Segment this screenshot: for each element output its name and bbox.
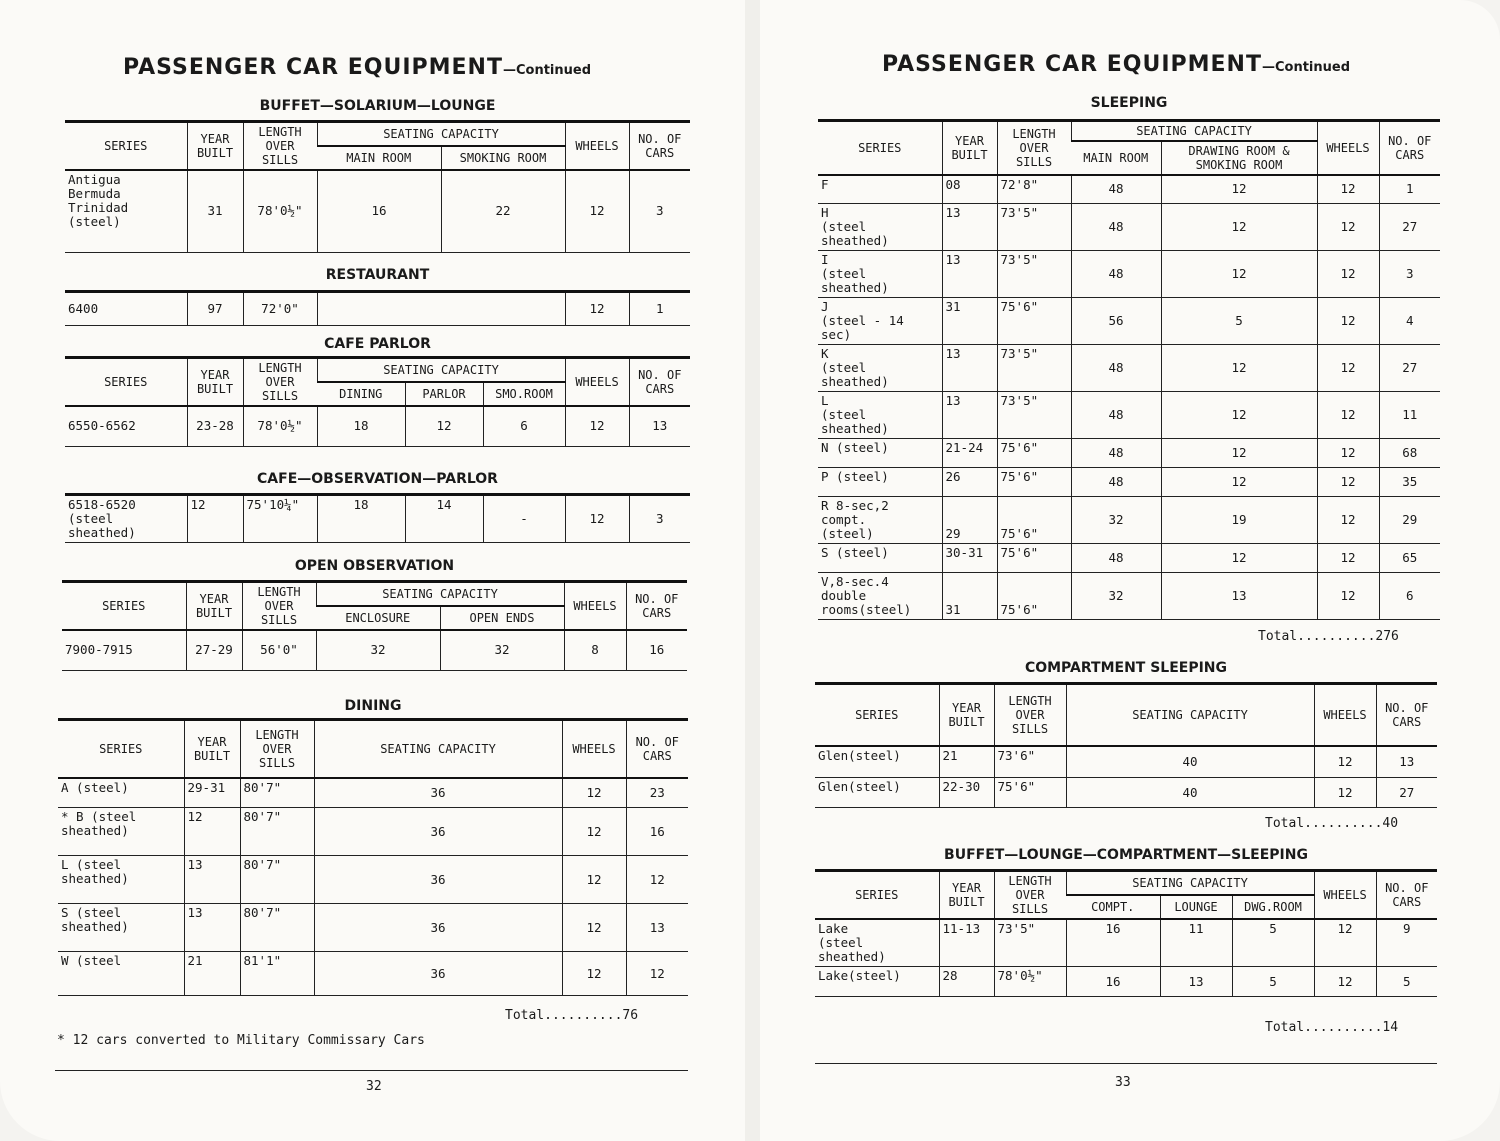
cell-main-room: 48 [1071, 467, 1161, 496]
table-open-observation [62, 580, 687, 671]
cell-year: 31 [942, 572, 997, 619]
cell-wheels: 12 [1317, 297, 1379, 344]
table-row [65, 292, 690, 326]
header-cars: NO. OF CARS [1376, 684, 1437, 746]
cell-cars: 13 [626, 904, 688, 952]
cell-cars: 4 [1379, 297, 1440, 344]
header-seating: SEATING CAPACITY [1066, 871, 1314, 896]
cell-length: 72'8" [997, 175, 1071, 203]
page-title-right [882, 52, 1350, 77]
cell-cars: 1 [1379, 175, 1440, 203]
cell-seating: 36 [314, 856, 562, 904]
table-row [815, 746, 1437, 778]
header-length: LENGTH OVER SILLS [242, 582, 316, 631]
cell-wheels: 12 [565, 495, 629, 543]
cell-cars: 3 [1379, 250, 1440, 297]
header-compt: COMPT. [1066, 895, 1160, 919]
title-text: PASSENGER CAR EQUIPMENT [882, 52, 1262, 77]
header-seating: SEATING CAPACITY [317, 122, 565, 147]
cell-series: R 8-sec,2 compt. (steel) [818, 496, 942, 543]
cell-series: * B (steel sheathed) [58, 808, 184, 856]
cell-cars: 13 [629, 406, 690, 446]
table-row [58, 904, 688, 952]
section-title-buffet-lounge: BUFFET—LOUNGE—COMPARTMENT—SLEEPING [944, 847, 1308, 863]
cell-dining: 18 [317, 406, 405, 446]
section-title-dining: DINING [344, 698, 402, 714]
cell-length: 73'5" [997, 250, 1071, 297]
right-page [760, 0, 1500, 1141]
cell-smo-room: - [483, 495, 565, 543]
table-row [65, 170, 690, 252]
cell-year: 23-28 [187, 406, 243, 446]
cell-series: V,8-sec.4 double rooms(steel) [818, 572, 942, 619]
cell-cars: 3 [629, 170, 690, 252]
header-wheels: WHEELS [562, 720, 626, 778]
cell-year: 97 [187, 292, 243, 326]
cell-wheels: 12 [1317, 496, 1379, 543]
header-parlor: PARLOR [405, 382, 483, 406]
cell-length: 75'6" [997, 543, 1071, 572]
header-length: LENGTH OVER SILLS [243, 122, 317, 171]
table-row [818, 344, 1440, 391]
cell-wheels: 12 [565, 170, 629, 252]
header-wheels: WHEELS [564, 582, 626, 631]
cell-drawing-room: 12 [1161, 250, 1317, 297]
cell-wheels: 12 [562, 808, 626, 856]
cell-cars: 11 [1379, 391, 1440, 438]
cell-length: 80'7" [240, 778, 314, 808]
cell-wheels: 12 [1317, 344, 1379, 391]
header-series: SERIES [58, 720, 184, 778]
title-continued: —Continued [1261, 60, 1351, 75]
header-seating: SEATING CAPACITY [314, 720, 562, 778]
cell-wheels: 12 [1314, 967, 1376, 997]
cell-year: 13 [942, 250, 997, 297]
cell-year: 27-29 [186, 630, 242, 670]
header-length: LENGTH OVER SILLS [994, 871, 1066, 920]
cell-series: 6518-6520 (steel sheathed) [65, 495, 187, 543]
cell-cars: 12 [626, 856, 688, 904]
table-buffet-solarium [65, 120, 690, 253]
header-series: SERIES [65, 122, 187, 171]
cell-series: S (steel sheathed) [58, 904, 184, 952]
header-year: YEAR BUILT [187, 358, 243, 407]
cell-wheels: 12 [1314, 778, 1376, 808]
table-dining [58, 718, 688, 996]
cell-wheels: 12 [565, 292, 629, 326]
cell-year: 26 [942, 467, 997, 496]
header-main-room: MAIN ROOM [1071, 141, 1161, 175]
cell-cars: 1 [629, 292, 690, 326]
cell-length: 78'0½" [243, 170, 317, 252]
header-cars: NO. OF CARS [626, 720, 688, 778]
cell-length: 75'6" [997, 297, 1071, 344]
cell-year: 13 [942, 391, 997, 438]
header-year: YEAR BUILT [942, 121, 997, 176]
header-dwg-room: DWG.ROOM [1232, 895, 1314, 919]
cell-cars: 9 [1376, 919, 1437, 967]
title-text: PASSENGER CAR EQUIPMENT [123, 55, 503, 80]
table-cafe-parlor [65, 356, 690, 447]
table-sleeping [818, 119, 1440, 620]
cell-main-room: 48 [1071, 438, 1161, 467]
cell-cars: 13 [1376, 746, 1437, 778]
cell-seating: 36 [314, 904, 562, 952]
header-cars: NO. OF CARS [629, 358, 690, 407]
page-number-right: 33 [1115, 1075, 1131, 1090]
cell-cars: 27 [1376, 778, 1437, 808]
cell-length: 75'6" [994, 778, 1066, 808]
header-main-room: MAIN ROOM [317, 146, 441, 170]
header-length: LENGTH OVER SILLS [243, 358, 317, 407]
cell-series: L (steel sheathed) [58, 856, 184, 904]
cell-series: H (steel sheathed) [818, 203, 942, 250]
cell-seating: 36 [314, 778, 562, 808]
cell-series: 6400 [65, 292, 187, 326]
cell-drawing-room: 12 [1161, 543, 1317, 572]
cell-length: 78'0½" [994, 967, 1066, 997]
cell-cars: 27 [1379, 344, 1440, 391]
header-smoking-room: SMOKING ROOM [441, 146, 565, 170]
header-wheels: WHEELS [1314, 871, 1376, 920]
cell-year: 29-31 [184, 778, 240, 808]
cell-wheels: 12 [1317, 391, 1379, 438]
table-row [818, 467, 1440, 496]
cell-wheels: 12 [1314, 746, 1376, 778]
table-row [818, 250, 1440, 297]
cell-length: 75'10¼" [243, 495, 317, 543]
cell-dwg-room: 5 [1232, 919, 1314, 967]
cell-length: 56'0" [242, 630, 316, 670]
cell-length: 73'5" [997, 203, 1071, 250]
cell-drawing-room: 12 [1161, 391, 1317, 438]
header-series: SERIES [62, 582, 186, 631]
cell-year: 12 [184, 808, 240, 856]
cell-cars: 65 [1379, 543, 1440, 572]
header-dining: DINING [317, 382, 405, 406]
cell-drawing-room: 12 [1161, 467, 1317, 496]
cell-cars: 23 [626, 778, 688, 808]
cell-smoking-room: 22 [441, 170, 565, 252]
header-series: SERIES [815, 684, 939, 746]
cell-wheels: 12 [1317, 543, 1379, 572]
header-year: YEAR BUILT [939, 871, 994, 920]
header-open-ends: OPEN ENDS [440, 606, 564, 630]
header-year: YEAR BUILT [939, 684, 994, 746]
section-title-open-observation: OPEN OBSERVATION [294, 558, 455, 574]
header-seating: SEATING CAPACITY [1071, 121, 1317, 142]
cell-year: 31 [942, 297, 997, 344]
cell-cars: 12 [626, 952, 688, 996]
table-row [62, 630, 687, 670]
section-title-buffet-solarium: BUFFET—SOLARIUM—LOUNGE [259, 98, 496, 114]
buffet-lounge-total: Total..........14 [1265, 1020, 1399, 1035]
cell-wheels: 12 [1317, 203, 1379, 250]
cell-series: Glen(steel) [815, 778, 939, 808]
cell-series: Lake(steel) [815, 967, 939, 997]
cell-drawing-room: 12 [1161, 438, 1317, 467]
cell-main-room: 32 [1071, 496, 1161, 543]
cell-year: 21-24 [942, 438, 997, 467]
book-spine [745, 0, 760, 1141]
cell-length: 75'6" [997, 438, 1071, 467]
header-series: SERIES [818, 121, 942, 176]
cell-series: F [818, 175, 942, 203]
header-cars: NO. OF CARS [1379, 121, 1440, 176]
cell-cars: 5 [1376, 967, 1437, 997]
bottom-rule [55, 1070, 688, 1071]
header-length: LENGTH OVER SILLS [994, 684, 1066, 746]
table-row [815, 919, 1437, 967]
sleeping-total: Total..........276 [1258, 629, 1399, 644]
cell-series: N (steel) [818, 438, 942, 467]
cell-cars: 29 [1379, 496, 1440, 543]
section-title-restaurant: RESTAURANT [325, 267, 430, 283]
page-number-left: 32 [366, 1079, 382, 1094]
cell-wheels: 12 [562, 778, 626, 808]
header-length: LENGTH OVER SILLS [997, 121, 1071, 176]
cell-seating: 40 [1066, 746, 1314, 778]
cell-length: 78'0½" [243, 406, 317, 446]
cell-series: I (steel sheathed) [818, 250, 942, 297]
cell-main-room: 32 [1071, 572, 1161, 619]
cell-main-room: 48 [1071, 250, 1161, 297]
cell-length: 80'7" [240, 808, 314, 856]
cell-seating: 36 [314, 952, 562, 996]
table-row [815, 967, 1437, 997]
table-row [818, 572, 1440, 619]
table-row [58, 778, 688, 808]
header-wheels: WHEELS [1314, 684, 1376, 746]
cell-series: S (steel) [818, 543, 942, 572]
cell-cars: 3 [629, 495, 690, 543]
cell-length: 73'5" [994, 919, 1066, 967]
cell-length: 80'7" [240, 904, 314, 952]
cell-length: 72'0" [243, 292, 317, 326]
cell-series: J (steel - 14 sec) [818, 297, 942, 344]
cell-length: 73'6" [994, 746, 1066, 778]
cell-year: 11-13 [939, 919, 994, 967]
page-title-left [123, 55, 591, 80]
cell-compt: 16 [1066, 967, 1160, 997]
cell-length: 75'6" [997, 467, 1071, 496]
cell-open-ends: 32 [440, 630, 564, 670]
cell-wheels: 12 [562, 904, 626, 952]
cell-year: 13 [184, 856, 240, 904]
cell-year: 22-30 [939, 778, 994, 808]
cell-main-room: 48 [1071, 391, 1161, 438]
cell-dwg-room: 5 [1232, 967, 1314, 997]
title-continued: —Continued [502, 63, 592, 78]
cell-year: 21 [939, 746, 994, 778]
cell-drawing-room: 5 [1161, 297, 1317, 344]
cell-length: 80'7" [240, 856, 314, 904]
cell-year: 28 [939, 967, 994, 997]
header-cars: NO. OF CARS [1376, 871, 1437, 920]
cell-year: 08 [942, 175, 997, 203]
header-cars: NO. OF CARS [629, 122, 690, 171]
cell-series: Glen(steel) [815, 746, 939, 778]
header-seating: SEATING CAPACITY [1066, 684, 1314, 746]
header-series: SERIES [815, 871, 939, 920]
cell-year: 13 [942, 203, 997, 250]
table-row [58, 952, 688, 996]
header-lounge: LOUNGE [1160, 895, 1232, 919]
cell-series: A (steel) [58, 778, 184, 808]
left-page [0, 0, 745, 1141]
cell-length: 73'5" [997, 344, 1071, 391]
cell-cars: 35 [1379, 467, 1440, 496]
table-row [818, 391, 1440, 438]
cell-wheels: 12 [565, 406, 629, 446]
header-drawing-room: DRAWING ROOM & SMOKING ROOM [1161, 141, 1317, 175]
header-seating: SEATING CAPACITY [316, 582, 564, 607]
footnote: * 12 cars converted to Military Commissary Cars [57, 1033, 425, 1048]
table-cafe-observation [65, 493, 690, 543]
dining-total: Total..........76 [505, 1008, 639, 1023]
cell-main-room: 48 [1071, 175, 1161, 203]
table-row [815, 778, 1437, 808]
cell-length: 75'6" [997, 572, 1071, 619]
cell-series: W (steel [58, 952, 184, 996]
cell-seating-empty [317, 292, 565, 326]
cell-drawing-room: 12 [1161, 203, 1317, 250]
table-row [818, 297, 1440, 344]
cell-drawing-room: 19 [1161, 496, 1317, 543]
header-cars: NO. OF CARS [626, 582, 687, 631]
header-wheels: WHEELS [565, 122, 629, 171]
cell-year: 21 [184, 952, 240, 996]
cell-series: Lake (steel sheathed) [815, 919, 939, 967]
table-row [818, 543, 1440, 572]
cell-year: 13 [184, 904, 240, 952]
cell-cars: 16 [626, 808, 688, 856]
cell-wheels: 12 [562, 856, 626, 904]
cell-cars: 16 [626, 630, 687, 670]
cell-parlor: 14 [405, 495, 483, 543]
header-wheels: WHEELS [565, 358, 629, 407]
table-row [58, 856, 688, 904]
header-seating: SEATING CAPACITY [317, 358, 565, 383]
cell-main-room: 16 [317, 170, 441, 252]
section-title-cafe-observation: CAFE—OBSERVATION—PARLOR [257, 471, 498, 487]
cell-lounge: 11 [1160, 919, 1232, 967]
cell-main-room: 56 [1071, 297, 1161, 344]
cell-wheels: 12 [562, 952, 626, 996]
cell-drawing-room: 13 [1161, 572, 1317, 619]
header-enclosure: ENCLOSURE [316, 606, 440, 630]
cell-seating: 40 [1066, 778, 1314, 808]
cell-year: 12 [187, 495, 243, 543]
cell-series: 6550-6562 [65, 406, 187, 446]
cell-main-room: 48 [1071, 203, 1161, 250]
cell-compt: 16 [1066, 919, 1160, 967]
cell-wheels: 12 [1317, 467, 1379, 496]
table-buffet-lounge [815, 869, 1437, 997]
cell-series: 7900-7915 [62, 630, 186, 670]
table-row [65, 495, 690, 543]
cell-year: 29 [942, 496, 997, 543]
header-smo-room: SMO.ROOM [483, 382, 565, 406]
cell-year: 30-31 [942, 543, 997, 572]
compartment-total: Total..........40 [1265, 816, 1399, 831]
section-title-compartment: COMPARTMENT SLEEPING [1024, 660, 1228, 676]
cell-wheels: 12 [1317, 572, 1379, 619]
cell-lounge: 13 [1160, 967, 1232, 997]
cell-dining: 18 [317, 495, 405, 543]
header-length: LENGTH OVER SILLS [240, 720, 314, 778]
cell-year: 13 [942, 344, 997, 391]
table-row [65, 406, 690, 446]
cell-cars: 27 [1379, 203, 1440, 250]
cell-year: 31 [187, 170, 243, 252]
header-year: YEAR BUILT [186, 582, 242, 631]
cell-wheels: 12 [1314, 919, 1376, 967]
header-year: YEAR BUILT [184, 720, 240, 778]
table-restaurant [65, 290, 690, 326]
cell-smo-room: 6 [483, 406, 565, 446]
table-compartment [815, 682, 1437, 808]
cell-wheels: 12 [1317, 175, 1379, 203]
header-year: YEAR BUILT [187, 122, 243, 171]
cell-series: Antigua Bermuda Trinidad (steel) [65, 170, 187, 252]
section-title-cafe-parlor: CAFE PARLOR [324, 336, 431, 352]
cell-length: 73'5" [997, 391, 1071, 438]
section-title-sleeping: SLEEPING [1090, 95, 1168, 111]
cell-cars: 6 [1379, 572, 1440, 619]
cell-cars: 68 [1379, 438, 1440, 467]
cell-length: 75'6" [997, 496, 1071, 543]
cell-enclosure: 32 [316, 630, 440, 670]
cell-drawing-room: 12 [1161, 175, 1317, 203]
header-wheels: WHEELS [1317, 121, 1379, 176]
table-row [818, 175, 1440, 203]
table-row [818, 203, 1440, 250]
cell-series: L (steel sheathed) [818, 391, 942, 438]
table-row [58, 808, 688, 856]
cell-length: 81'1" [240, 952, 314, 996]
bottom-rule [815, 1063, 1437, 1064]
cell-wheels: 12 [1317, 250, 1379, 297]
cell-seating: 36 [314, 808, 562, 856]
cell-parlor: 12 [405, 406, 483, 446]
header-series: SERIES [65, 358, 187, 407]
cell-wheels: 12 [1317, 438, 1379, 467]
cell-drawing-room: 12 [1161, 344, 1317, 391]
cell-main-room: 48 [1071, 543, 1161, 572]
cell-wheels: 8 [564, 630, 626, 670]
table-row [818, 496, 1440, 543]
cell-series: P (steel) [818, 467, 942, 496]
cell-main-room: 48 [1071, 344, 1161, 391]
table-row [818, 438, 1440, 467]
cell-series: K (steel sheathed) [818, 344, 942, 391]
